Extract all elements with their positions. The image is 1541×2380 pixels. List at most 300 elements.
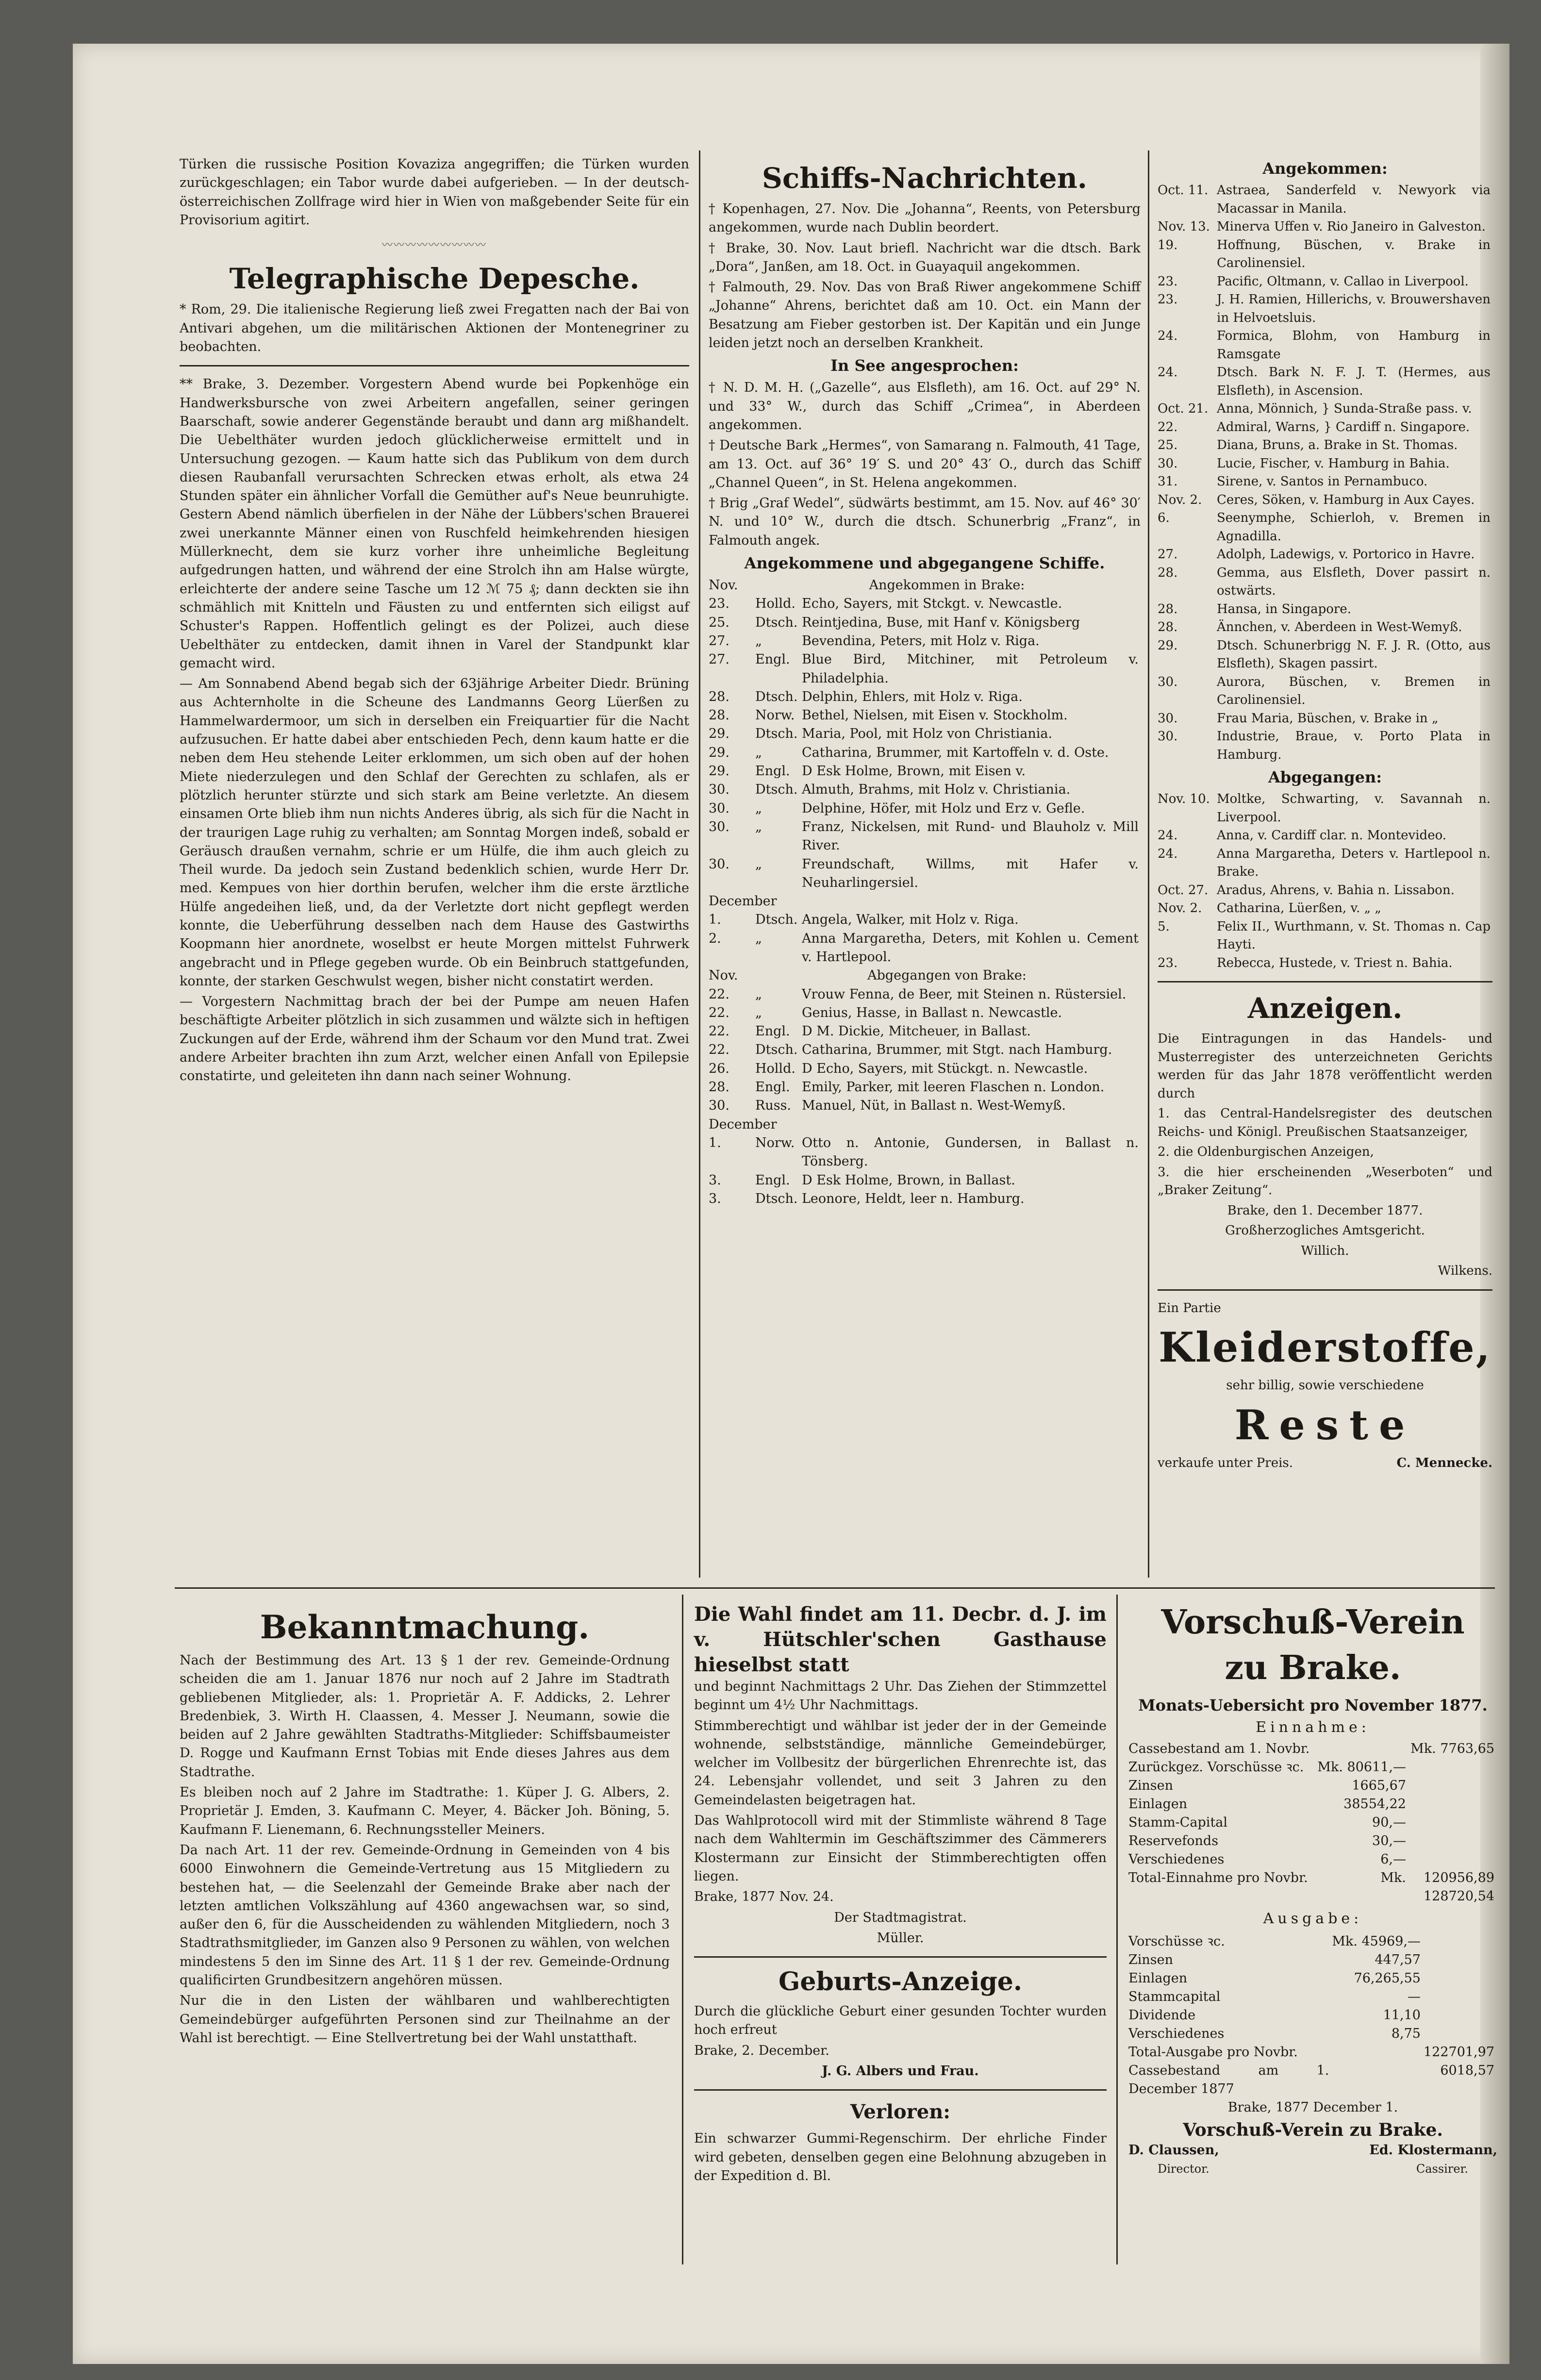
ship-date: Nov. 2. [1158,901,1202,915]
finance-total [1424,2025,1497,2043]
finance-label: Vorschüsse ꝛc. [1128,1933,1225,1949]
ship-date: 25. [709,615,729,630]
finance-amount: 90,— [1372,1815,1406,1831]
ship-entry: D Echo, Sayers, mit Stückgt. n. Newcastle. [802,1061,1088,1076]
ship-date: 3. [709,1172,721,1188]
ads-list-1: 1. das Central-Handelsregister des deutschen Reichs- und Königl. Preußischen Staatsanzeiger, [1158,1106,1492,1139]
ship-entry: Adolph, Ladewigs, v. Portorico in Havre. [1217,547,1475,562]
ship-entry: Astraea, Sanderfeld v. Newyork via Macassar in Manila. [1217,183,1491,216]
ship-date: 22. [709,1005,729,1020]
finance-row [1128,1758,1497,1777]
intro-text: Türken die russische Position Kovaziza angegriffen; die Türken wurden zurückgeschlagen; ein Tabor wurde dabei aufgerieben. — In der deutsch-österreichischen Zollfrage wird hier in Wien von maßgebender Seite für ein Provisorium agitirt. [180,157,689,228]
finance-amount: Mk. [1380,1870,1406,1886]
arrivals-table [709,576,1141,1208]
at-sea-1: † N. D. M. H. („Gazelle“, aus Elsfleth), am 16. Oct. auf 29° N. und 33° W., durch das Schiff „Crimea“, in Aberdeen angekommen. [709,380,1141,433]
ship-row [1158,564,1492,600]
ship-row [709,632,1141,650]
column-rule-b2 [1116,1595,1118,2264]
ship-entry: Genius, Hasse, in Ballast n. Newcastle. [802,1005,1062,1020]
ship-date: 19. [1158,237,1178,252]
ship-flag: Engl. [755,1024,790,1039]
newspaper-page [73,44,1509,2364]
ship-flag: Engl. [755,1172,790,1188]
ship-entry: Bevendina, Peters, mit Holz v. Riga. [802,633,1040,649]
ads-judge: Willich. [1301,1243,1349,1258]
ship-entry: Aradus, Ahrens, v. Bahia n. Lissabon. [1217,882,1455,898]
ship-row [709,781,1141,799]
ship-date: 30. [709,1098,729,1114]
brake-news-1: ** Brake, 3. Dezember. Vorgestern Abend wurde bei Popkenhöge ein Handwerksbursche von zwei Arbeitern angefallen, seiner geringen Baarschaft, sowie anderer Gegenstände beraubt und dann arg mißhandelt. Die Uebelthäter wurden jedoch glücklicherweise ermittelt und in Untersuchung gezogen. — Kaum hatte sich das Publikum von dem durch diesen Raubanfall verursachten Schrecken etwas erholt, als etwa 24 Stunden später ein ähnlicher Vorfall die Gemüther auf's Neue beunruhigte. Gestern Abend nämlich überfielen in der Nähe der Lübbers'schen Brauerei zwei unerkannte Männer einen von Ruschfeld heimkehrenden hiesigen Müllerknecht, dem sie kurz vorher ihre unheimliche Begleitung aufgedrungen hatten, und während der eine Strolch ihn am Halse würgte, erleichterte der andere seine Tasche um 12 ℳ 75 ₰; dann deckten sie ihn schmählich mit Knitteln und Fäusten zu und entfernten sich eiligst auf Schuster's Rappen. Hoffentlich gelingt es der Polizei, auch diese Uebelthäter zu entdecken, damit ihnen in Varel der Standpunkt klar gemacht wird. [180,377,689,671]
ship-flag: Engl. [755,1080,790,1095]
finance-row [1128,1869,1497,1887]
dec-arrivals-rows [709,911,1141,966]
ship-date: 30. [709,856,729,872]
notice-p3: Da nach Art. 11 der rev. Gemeinde-Ordnung in Gemeinden von 4 bis 6000 Einwohnern die Gemeinde-Vertretung aus 15 Mitgliedern zu bestehen hat, — die Seelenzahl der Gemeinde Brake aber nach der letzten amtlichen Volkszählung auf 4360 angewachsen war, so sind, außer den 6, für die Ausscheidenden zu wählenden Mitgliedern, noch 3 Stadtrathsmitglieder, im Ganzen also 9 Personen zu wählen, von welchen mindestens 5 den im Sinne des Art. 11 § 1 der rev. Gemeinde-Ordnung qualificirten Grundbesitzern angehören müssen. [180,1842,670,1988]
ship-entry: Minerva Uffen v. Rio Janeiro in Galveston. [1217,219,1486,234]
ship-row [1158,600,1492,619]
column-2 [709,155,1141,1208]
finance-amount: 8,75 [1391,2026,1421,2041]
ship-flag: „ [755,986,762,1002]
ships-heading: Angekommene und abgegangene Schiffe. [744,554,1105,573]
ship-date: 28. [1158,601,1178,616]
finance-label [1128,1887,1316,1906]
signature-cashier: Ed. Klostermann, [1369,2142,1497,2158]
ship-entry: Leonore, Heldt, leer n. Hamburg. [802,1191,1025,1206]
month-label: December [709,1116,777,1132]
ship-row [1158,882,1492,900]
ship-date: 28. [1158,565,1178,580]
ship-flag: Holld. [755,596,795,612]
ship-row [1158,509,1492,546]
finance-label: Stammcapital [1128,1989,1221,2004]
expense-rows [1128,1932,1497,2098]
finance-row [1128,2025,1497,2043]
abroad-departures-rows [1158,790,1492,972]
month-label: Nov. [709,578,738,593]
ship-flag: Holld. [755,1061,795,1076]
ship-row [1158,546,1492,564]
finance-row [1128,2006,1497,2025]
ship-entry: Catharina, Brummer, mit Stgt. nach Hamburg. [802,1042,1112,1058]
finance-label: Zinsen [1128,1778,1174,1794]
divider [1158,1289,1492,1291]
finance-label: Einlagen [1128,1797,1188,1812]
column-rule-2 [1148,150,1149,1578]
ship-row [1158,673,1492,710]
ads-text: Die Eintragungen in das Handels- und Musterregister des unterzeichneten Gerichts werden für das Jahr 1878 veröffentlicht werden durch [1158,1032,1492,1101]
finance-total [1424,2006,1497,2025]
ads-list-2: 2. die Oldenburgischen Anzeigen, [1158,1145,1374,1159]
ship-row [709,1171,1141,1190]
finance-total [1424,1932,1497,1951]
ship-date: 22. [1158,419,1178,434]
finance-total: Mk. 7763,65 [1410,1741,1494,1757]
ship-row [709,799,1141,818]
ship-flag: „ [755,633,762,649]
ship-row [709,744,1141,762]
ship-flag: Engl. [755,764,790,779]
ship-date: 23. [709,596,729,612]
finance-row [1128,1951,1497,1969]
finance-row [1128,1777,1497,1795]
ship-row [709,1190,1141,1208]
brake-news-3: — Vorgestern Nachmittag brach der bei der Pumpe am neuen Hafen beschäftigte Arbeiter plötzlich in sich zusammen und wälzte sich in heftigen Zuckungen auf der Erde, während ihm der Schaum vor den Mund trat. Zwei andere Arbeiter brachten ihn zum Arzt, welcher einen Anfall von Epilepsie constatirte, und geleiteten ihn dann nach seiner Wohnung. [180,994,689,1084]
ship-date: 30. [709,819,729,834]
finance-row [1128,1832,1497,1850]
ship-flag: „ [755,819,762,834]
finance-total [1409,1832,1497,1850]
finance-total [1409,1777,1497,1795]
ship-entry: D Esk Holme, Brown, mit Eisen v. [802,764,1026,779]
ship-entry: Frau Maria, Büschen, v. Brake in „ [1217,711,1439,726]
bank-signatures [1128,2141,1497,2160]
kleider-pre: Ein Partie [1158,1300,1221,1315]
ship-entry: Moltke, Schwarting, v. Savannah n. Liverpool. [1217,792,1491,825]
ship-entry: Bethel, Nielsen, mit Eisen v. Stockholm. [802,708,1068,723]
ship-date: 30. [1158,456,1178,471]
ship-entry: Aurora, Büschen, v. Bremen in Carolinensiel. [1217,674,1491,707]
ship-date: 3. [709,1191,721,1206]
finance-label: Cassebestand am 1. Novbr. [1128,1741,1310,1757]
ship-row [1158,327,1492,364]
finance-total [1409,1758,1497,1777]
finance-total [1409,1795,1497,1814]
ship-flag: Russ. [755,1098,792,1114]
bank-heading-2: zu Brake. [1225,1648,1401,1687]
ship-flag: Dtsch. [755,615,798,630]
notice-heading: Bekanntmachung. [260,1608,590,1646]
ship-entry: Hansa, in Singapore. [1217,601,1352,616]
income-rows [1128,1740,1497,1906]
bottom-rule [175,1587,1495,1589]
ship-date: 29. [1158,638,1178,653]
ship-date: 24. [1158,846,1178,861]
section-label: Angekommen in Brake: [869,578,1025,593]
kleider-footer [1158,1454,1492,1473]
ship-flag: „ [755,931,762,946]
dec-departures-rows [709,1134,1141,1208]
expense-table [1128,1932,1497,2098]
election-text: und beginnt Nachmittags 2 Uhr. Das Ziehen der Stimmzettel beginnt um 4½ Uhr Nachmittags. [694,1679,1107,1713]
ship-entry: Catharina, Lüerßen, v. „ „ [1217,901,1381,915]
ship-date: 30. [1158,674,1178,689]
ship-entry: Blue Bird, Mitchiner, mit Petroleum v. Philadelphia. [802,652,1139,686]
arrivals-rows [709,595,1141,892]
finance-row [1128,1795,1497,1814]
ship-row [709,930,1141,967]
finance-amount: 1665,67 [1352,1778,1406,1794]
ship-row [1158,182,1492,218]
at-sea-heading: In See angesprochen: [830,356,1019,375]
ship-entry: Delphin, Ehlers, mit Holz v. Riga. [802,689,1023,704]
ship-entry: Gemma, aus Elsfleth, Dover passirt n. ostwärts. [1217,565,1491,598]
ship-entry: Emily, Parker, mit leeren Flaschen n. London. [802,1080,1105,1095]
ship-row [709,1078,1141,1097]
ship-date: 22. [709,1024,729,1039]
divider [694,2089,1107,2091]
election-p2: Stimmberechtigt und wählbar ist jeder der in der Gemeinde wohnende, selbstständige, männliche Gemeindebürger, welcher im Vollbesitz der bürgerlichen Ehrenrechte ist, das 24. Lebensjahr vollendet, und seit 3 Jahren zu den Gemeindelasten beigetragen hat. [694,1718,1107,1808]
ship-row [709,595,1141,613]
kleider-heading: Kleiderstoffe, [1159,1323,1491,1371]
ship-row [709,1041,1141,1059]
month-label: December [709,894,777,909]
ship-row [709,706,1141,725]
kleider-sell: verkaufe unter Preis. [1158,1455,1293,1470]
finance-amount [1332,2043,1424,2062]
ship-row [1158,218,1492,236]
finance-total: 122701,97 [1423,2044,1494,2060]
ship-date: Nov. 10. [1158,792,1210,806]
election-p3: Das Wahlprotocoll wird mit der Stimmliste während 8 Tage nach dem Wahltermin im Geschäftszimmer des Cämmerers Klostermann zur Einsicht der Stimmberechtigten offen liegen. [694,1813,1107,1884]
ship-date: 25. [1158,438,1178,452]
ship-date: 24. [1158,828,1178,843]
ship-flag: „ [755,1005,762,1020]
finance-row [1128,1887,1497,1906]
ship-row [1158,491,1492,510]
lost-heading: Verloren: [850,2100,951,2124]
ship-row [709,1134,1141,1171]
ship-row [709,985,1141,1004]
finance-label: Zinsen [1128,1952,1174,1967]
ship-row [1158,899,1492,918]
ship-entry: J. H. Ramien, Hillerichs, v. Brouwershaven in Helvoetsluis. [1217,292,1491,325]
ship-entry: Diana, Bruns, a. Brake in St. Thomas. [1217,438,1458,452]
ship-date: 31. [1158,474,1178,489]
ship-row [709,725,1141,743]
finance-row [1128,1814,1497,1832]
bank-roles [1128,2160,1497,2178]
finance-amount: 30,— [1372,1833,1406,1849]
ship-entry: D Esk Holme, Brown, in Ballast. [802,1172,1015,1188]
column-rule-1 [699,150,700,1578]
ship-row [1158,455,1492,473]
ship-entry: Dtsch. Schunerbrigg N. F. J. R. (Otto, aus Elsfleth), Skagen passirt. [1217,638,1491,671]
ship-date: 27. [709,633,729,649]
ship-date: 27. [1158,547,1178,562]
ship-entry: Dtsch. Bark N. F. J. T. (Hermes, aus Elsfleth), in Ascension. [1217,365,1491,398]
ship-entry: Anna, Mönnich, } Sunda-Straße pass. v. [1217,401,1472,416]
signature-director: D. Claussen, [1128,2142,1219,2158]
election-name: Müller. [877,1930,924,1946]
finance-label: Cassebestand am 1. December 1877 [1128,2063,1329,2097]
brake-news-2: — Am Sonnabend Abend begab sich der 63jährige Arbeiter Diedr. Brüning aus Achternholte in die Scheune des Landmanns Georg Lüerßen zu Hammelwardermoor, um sich in derselben ein Freiquartier für die Nacht aufzusuchen. Er hatte dabei aber entschieden Pech, denn kaum hatte er die neben dem Heu stehende Leiter erklommen, um sich oben auf der hohen Miete niederzulegen und den Schlaf der Gerechten zu schlafen, als er plötzlich herunter stürzte und sich stark am Beine verletzte. An diesem einsamen Orte blieb ihm nun nichts Anderes übrig, als sich für die Nacht in der traurigen Lage ruhig zu verhalten; am Sonntag Morgen indeß, sobald er Geräusch draußen vernahm, schrie er um Hülfe, die ihm auch gleich zu Theil wurde. Da jedoch sein Zustand bedenklich schien, wurde Herr Dr. med. Kempues von hier dorthin berufen, welcher ihm die erste ärztliche Hülfe angedeihen ließ, und, da der Verletzte dort nicht gepflegt werden konnte, die Ueberführung desselben nach dem Hause des Gastwirths Koopmann hier anordnete, woselbst er heute Morgen mittelst Fuhrwerk angebracht und in Pflege gegeben wurde. Ob ein Beinbruch stattgefunden, konnte, der starken Geschwulst wegen, bisher nicht constatirt werden. [180,676,689,989]
ship-news-3: † Falmouth, 29. Nov. Das von Braß Riwer angekommene Schiff „Johanne“ Ahrens, berichtet daß am 10. Oct. ein Mann der Besatzung am Fieber gestorben ist. Der Kapitän und ein Junge leiden jetzt noch an derselben Krankheit. [709,280,1141,351]
ship-date: 24. [1158,365,1178,380]
finance-label: Total-Ausgabe pro Novbr. [1128,2044,1298,2060]
ship-entry: Admiral, Warns, } Cardiff n. Singapore. [1217,419,1470,434]
divider [1158,981,1492,982]
election-place: Brake, 1877 Nov. 24. [694,1889,834,1905]
finance-label: Stamm-Capital [1128,1815,1228,1831]
telegraph-heading: Telegraphische Depesche. [229,262,640,296]
finance-label: Verschiedenes [1128,1852,1225,1867]
finance-row [1128,1740,1497,1758]
ship-row [709,911,1141,929]
ship-entry: Lucie, Fischer, v. Hamburg in Bahia. [1217,456,1450,471]
ship-row [1158,364,1492,400]
ship-row [709,614,1141,632]
ship-date: 22. [709,986,729,1002]
ship-date: 30. [1158,711,1178,726]
ship-entry: Delphine, Höfer, mit Holz und Erz v. Gefle. [802,800,1085,816]
bank-subtitle: Monats-Uebersicht pro November 1877. [1138,1696,1488,1714]
ship-row [1158,710,1492,728]
ship-flag: Dtsch. [755,1042,798,1058]
finance-label: Total-Einnahme pro Novbr. [1128,1870,1308,1886]
ship-flag: Dtsch. [755,689,798,704]
bank-heading-1: Vorschuß-Verein [1161,1603,1465,1642]
birth-name: J. G. Albers und Frau. [822,2064,979,2079]
bottom-column-1 [180,1602,670,2049]
ship-entry: Sirene, v. Santos in Pernambuco. [1217,474,1428,489]
lost-text: Ein schwarzer Gummi-Regenschirm. Der ehrliche Finder wird gebeten, denselben gegen eine Belohnung abzugeben in der Expedition d. Bl. [694,2131,1107,2183]
section-label: Abgegangen von Brake: [867,968,1027,983]
ship-date: 6. [1158,511,1170,525]
column-3 [1158,155,1492,1472]
ship-row [1158,436,1492,455]
ship-row [1158,845,1492,882]
election-authority: Der Stadtmagistrat. [834,1910,967,1925]
ship-entry: Echo, Sayers, mit Stckgt. v. Newcastle. [802,596,1062,612]
finance-label: Verschiedenes [1128,2026,1225,2041]
ship-date: 23. [1158,955,1178,970]
ship-date: Oct. 11. [1158,183,1209,198]
finance-total [1424,1951,1497,1969]
abroad-arrivals-table [1158,182,1492,764]
notice-p2: Es bleiben noch auf 2 Jahre im Stadtrathe: 1. Küper J. G. Albers, 2. Proprietär J. Emden, 3. Kaufmann C. Meyer, 4. Bäcker Joh. Böning, 5. Kaufmann F. Lienemann, 6. Rechnungssteller Meiners. [180,1785,670,1837]
ship-flag: Dtsch. [755,912,798,928]
finance-label: Dividende [1128,2007,1196,2023]
finance-amount: 11,10 [1383,2007,1421,2023]
ship-entry: Ceres, Söken, v. Hamburg in Aux Cayes. [1217,492,1475,507]
ship-row [1158,273,1492,291]
income-table [1128,1740,1497,1906]
ship-row [1158,728,1492,764]
ship-row [709,650,1141,688]
ship-flag: „ [755,856,762,872]
ship-date: Oct. 21. [1158,401,1209,416]
ship-date: 30. [709,782,729,798]
divider [694,1956,1107,1958]
ship-row [1158,400,1492,418]
finance-label: Zurückgez. Vorschüsse ꝛc. [1128,1760,1304,1775]
ads-heading: Anzeigen. [1247,992,1403,1025]
finance-amount: Mk. 45969,— [1332,1933,1421,1949]
kleider-firm: C. Mennecke. [1396,1455,1492,1470]
finance-row [1128,2062,1497,2098]
birth-text: Durch die glückliche Geburt einer gesunden Tochter wurden hoch erfreut [694,2004,1107,2038]
ship-row [709,762,1141,781]
ship-date: 5. [1158,919,1170,934]
month-label: Nov. [709,968,738,983]
notice-p4: Nur die in den Listen der wählbaren und wahlberechtigten Gemeindebürger aufgeführten Personen sind zur Theilnahme an der Wahl ist berechtigt. — Eine Stellvertretung bei der Wahl unstatthaft. [180,1993,670,2046]
ship-date: 23. [1158,274,1178,289]
ship-date: 2. [709,931,721,946]
ship-entry: D M. Dickie, Mitcheuer, in Ballast. [802,1024,1031,1039]
finance-amount: 38554,22 [1343,1797,1406,1812]
ship-row [1158,918,1492,954]
ship-entry: Seenymphe, Schierloh, v. Bremen in Agnadilla. [1217,511,1491,544]
finance-row [1128,1988,1497,2006]
ship-date: 29. [709,726,729,742]
ship-date: 28. [709,708,729,723]
ship-date: 27. [709,652,729,667]
role-cashier: Cassirer. [1416,2162,1468,2176]
ship-entry: Reintjedina, Buse, mit Hanf v. Königsberg [802,615,1080,630]
finance-amount: Mk. 80611,— [1317,1760,1406,1775]
kleider-mid: sehr billig, sowie verschiedene [1226,1378,1424,1393]
income-heading: Einnahme: [1256,1719,1370,1736]
divider [180,365,689,366]
ship-flag: Norw. [755,708,795,723]
ship-entry: Rebecca, Hustede, v. Triest n. Bahia. [1217,955,1453,970]
finance-row [1128,1932,1497,1951]
ship-news-heading: Schiffs-Nachrichten. [762,162,1087,195]
reste-heading: Reste [1234,1400,1416,1449]
ship-row [1158,418,1492,437]
ship-row [1158,291,1492,327]
ship-entry: Ännchen, v. Aberdeen in West-Wemyß. [1217,620,1462,634]
telegraph-text: * Rom, 29. Die italienische Regierung ließ zwei Fregatten nach der Bai von Antivari abgehen, um die militärischen Aktionen der Montenegriner zu beobachten. [180,302,689,355]
ship-entry: Felix II., Wurthmann, v. St. Thomas n. Cap Hayti. [1217,919,1491,952]
ship-entry: Formica, Blohm, von Hamburg in Ramsgate [1217,329,1491,362]
ship-news-2: † Brake, 30. Nov. Laut briefl. Nachricht war die dtsch. Bark „Dora“, Janßen, am 18. Oct. in Guayaquil angekommen. [709,240,1141,274]
abroad-departures-table [1158,790,1492,972]
ship-date: 30. [709,800,729,816]
notice-p1: Nach der Bestimmung des Art. 13 § 1 der rev. Gemeinde-Ordnung scheiden die am 1. Januar 1876 nur noch auf 2 Jahre im Stadtrath gebliebenen Mitglieder, als: 1. Proprietär A. F. Addicks, 2. Lehrer Bredenbiek, 3. Wirth H. Claassen, 4. Messer J. Neumann, sowie die beiden auf 2 Jahre gewählten Stadtraths-Mitglieder: Schiffsbaumeister D. Rogge und Kaufmann Ernst Tobias mit Ende dieses Jahres aus dem Stadtrathe. [180,1653,670,1780]
finance-total [1424,1969,1497,1988]
ship-date: 24. [1158,329,1178,343]
ship-date: Nov. 13. [1158,219,1210,234]
ship-date: Oct. 27. [1158,882,1209,898]
finance-row [1128,1850,1497,1869]
ship-date: 28. [709,689,729,704]
ship-row [1158,954,1492,973]
ship-date: 28. [1158,620,1178,634]
ship-entry: Anna Margaretha, Deters, mit Kohlen u. Cement v. Hartlepool. [802,931,1139,965]
ship-entry: Franz, Nickelsen, mit Rund- und Blauholz v. Mill River. [802,819,1139,853]
ship-flag: Norw. [755,1135,795,1150]
ads-list-3: 3. die hier erscheinenden „Weserboten“ und „Braker Zeitung“. [1158,1165,1492,1198]
ship-flag: Dtsch. [755,1191,798,1206]
ship-entry: Anna, v. Cardiff clar. n. Montevideo. [1217,828,1447,843]
ship-flag: „ [755,800,762,816]
ship-row [1158,790,1492,827]
birth-heading: Geburts-Anzeige. [779,1967,1022,1997]
finance-row [1128,1969,1497,1988]
bottom-column-2 [694,1602,1107,2187]
ship-flag: Engl. [755,652,790,667]
ads-place: Brake, den 1. December 1877. [1227,1203,1423,1218]
finance-row [1128,2043,1497,2062]
ship-date: 1. [709,912,721,928]
finance-label: Einlagen [1128,1970,1188,1986]
ship-entry: Freundschaft, Willms, mit Hafer v. Neuharlingersiel. [802,856,1139,890]
ship-date: 1. [709,1135,721,1150]
finance-amount: — [1407,1989,1421,2004]
finance-amount [1316,1740,1409,1758]
ship-date: 29. [709,745,729,760]
ship-date: Nov. 2. [1158,492,1202,507]
column-rule-b1 [682,1595,683,2264]
finance-amount: 447,57 [1375,1952,1421,1967]
ship-entry: Angela, Walker, mit Holz v. Riga. [802,912,1019,928]
ads-court: Großherzogliches Amtsgericht. [1225,1223,1425,1238]
ship-flag: Dtsch. [755,782,798,798]
ship-entry: Anna Margaretha, Deters v. Hartlepool n. Brake. [1217,846,1491,879]
ship-row [709,1022,1141,1041]
